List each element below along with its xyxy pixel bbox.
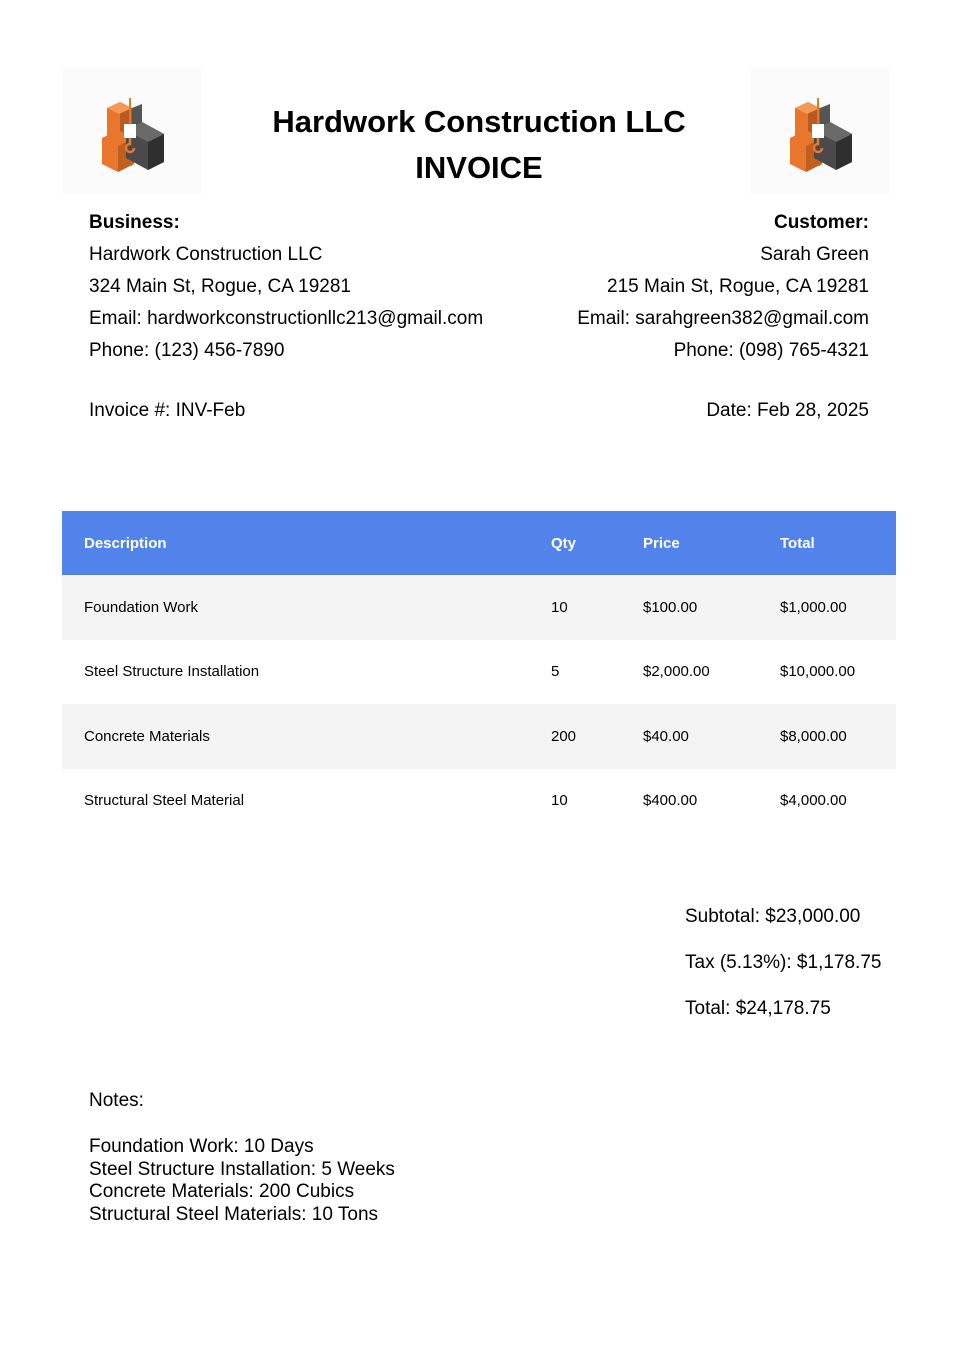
subtotal: Subtotal: $23,000.00 xyxy=(685,906,861,927)
header-description: Description xyxy=(62,511,551,575)
cell-description: Foundation Work xyxy=(62,575,551,640)
table-row xyxy=(62,575,896,640)
cell-qty: 200 xyxy=(551,704,643,769)
customer-heading: Customer: xyxy=(773,212,869,233)
cell-total: $8,000.00 xyxy=(780,704,896,769)
cell-description: Concrete Materials xyxy=(62,704,551,769)
note-line: Structural Steel Materials: 10 Tons xyxy=(89,1203,379,1225)
note-line: Steel Structure Installation: 5 Weeks xyxy=(89,1158,395,1180)
header-qty: Qty xyxy=(551,511,643,575)
cell-price: $400.00 xyxy=(643,792,698,810)
invoice-number: Invoice #: INV-Feb xyxy=(89,400,246,421)
cell-description: Structural Steel Material xyxy=(84,792,245,810)
cell-total: $1,000.00 xyxy=(780,575,896,640)
header-total: Total xyxy=(780,511,896,575)
customer-phone: Phone: (098) 765-4321 xyxy=(673,340,869,361)
cell-qty: 10 xyxy=(551,792,568,810)
cell-price: $100.00 xyxy=(643,575,780,640)
table-row xyxy=(62,769,896,834)
note-line: Foundation Work: 10 Days xyxy=(89,1136,314,1157)
tax: Tax (5.13%): $1,178.75 xyxy=(685,952,882,973)
cell-description: Steel Structure Installation xyxy=(84,663,260,681)
notes-section xyxy=(89,1090,395,1226)
business-address: 324 Main St, Rogue, CA 19281 xyxy=(89,276,351,297)
totals-summary xyxy=(685,906,881,1044)
business-info xyxy=(89,207,483,367)
cell-price: $40.00 xyxy=(643,704,780,769)
notes-label: Notes: xyxy=(89,1090,144,1111)
note-line: Concrete Materials: 200 Cubics xyxy=(89,1181,355,1202)
business-name: Hardwork Construction LLC xyxy=(89,244,323,265)
business-heading: Business: xyxy=(89,212,180,233)
grand-total: Total: $24,178.75 xyxy=(685,998,831,1019)
invoice-heading: INVOICE xyxy=(415,150,543,185)
company-title: Hardwork Construction LLC xyxy=(272,104,686,139)
cell-total: $4,000.00 xyxy=(780,792,847,810)
business-phone: Phone: (123) 456-7890 xyxy=(89,340,285,361)
header-price: Price xyxy=(643,511,780,575)
table-header-row xyxy=(62,511,896,575)
invoice-date: Date: Feb 28, 2025 xyxy=(706,400,869,421)
table-row xyxy=(62,640,896,705)
customer-name: Sarah Green xyxy=(760,244,869,265)
cell-price: $2,000.00 xyxy=(643,663,710,681)
customer-address: 215 Main St, Rogue, CA 19281 xyxy=(607,276,869,297)
customer-info xyxy=(577,207,869,367)
table-row xyxy=(62,704,896,769)
cell-total: $10,000.00 xyxy=(780,663,856,681)
line-items-table xyxy=(62,511,896,833)
cell-qty: 5 xyxy=(551,663,560,681)
business-email: Email: hardworkconstructionllc213@gmail.com xyxy=(89,308,484,329)
cell-qty: 10 xyxy=(551,575,643,640)
customer-email: Email: sarahgreen382@gmail.com xyxy=(577,308,869,329)
